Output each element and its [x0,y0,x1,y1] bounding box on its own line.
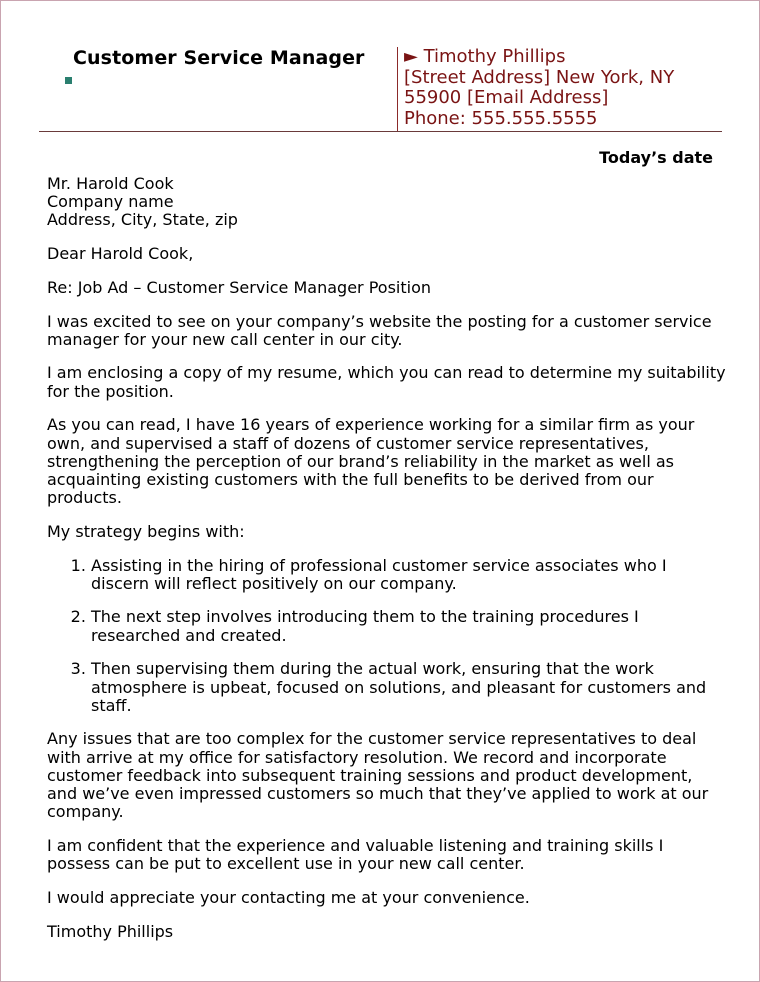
paragraph: I was excited to see on your company’s website the posting for a customer service manager for your new call center in our city. [47,311,712,349]
sender-address-line1: [Street Address] New York, NY [404,66,675,88]
square-bullet-icon [65,77,72,84]
paragraph: My strategy begins with: [47,521,245,541]
contact-block [404,47,734,130]
sender-phone: Phone: 555.555.5555 [404,108,598,130]
paragraph: I am enclosing a copy of my resume, which you can read to determine my suitability for the position. [47,363,726,401]
letter-body [47,167,727,956]
recipient-company: Company name [47,192,174,212]
signature: Timothy Phillips [47,921,174,941]
subject-line: Re: Job Ad – Customer Service Manager Position [47,277,431,297]
paragraph: I would appreciate your contacting me at your convenience. [47,887,530,907]
paragraph: As you can read, I have 16 years of experience working for a similar firm as your own, and supervised a staff of dozens of customer service representatives, strengthening the perception of our brand’s reliability in the market as well as acquainting existing customers with the full benefits to be derived from our products. [47,415,695,508]
list-item: 1. Assisting in the hiring of professional customer service associates who I discern will reflect positively on our company. [91,557,727,593]
list-item: 2. The next step involves introducing them to the training procedures I researched and created. [91,608,727,644]
letter-header [1,1,760,132]
job-title: Customer Service Manager [73,47,365,69]
strategy-list [47,557,727,715]
header-rule [39,131,722,132]
sender-address-line2: 55900 [Email Address] [404,87,609,109]
header-divider [397,47,398,131]
letter-date: Today’s date [599,148,713,167]
recipient-address: Address, City, State, zip [47,210,238,230]
salutation: Dear Harold Cook, [47,244,194,264]
recipient-name: Mr. Harold Cook [47,174,174,193]
list-item: 3. Then supervising them during the actual work, ensuring that the work atmosphere is upbeat, focused on solutions, and pleasant for customers and staff. [91,660,727,715]
paragraph: Any issues that are too complex for the customer service representatives to deal with arrive at my office for satisfactory resolution. We record and incorporate customer feedback into subsequent training sessions and product development, and we’ve even impressed customers so much that they’ve applied to work at our company. [47,729,709,822]
paragraph: I am confident that the experience and valuable listening and training skills I possess can be put to excellent use in your new call center. [47,835,664,874]
sender-name: ► Timothy Phillips [404,46,566,67]
